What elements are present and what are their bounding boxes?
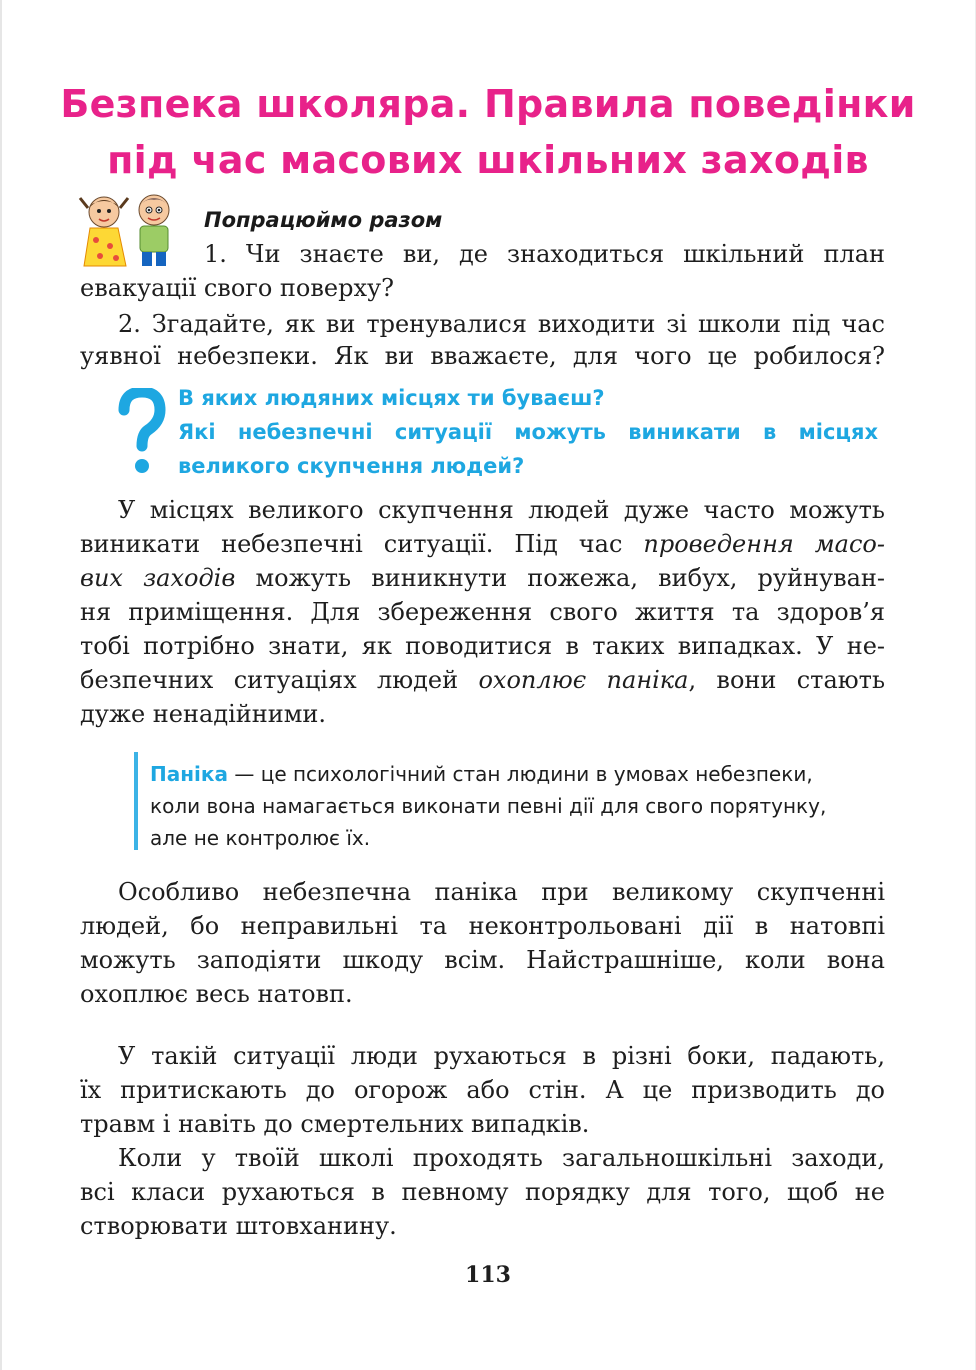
paragraph-3-line-2: їх притискають до огорож або стін. А це призводить до [80, 1076, 885, 1104]
definition-term: Паніка [150, 762, 228, 786]
paragraph-3-line-1: У такій ситуації люди рухаються в різні боки, падають, [118, 1042, 885, 1070]
question-2-line-1: 2. Згадайте, як ви тренувалися виходити зі школи під час [118, 310, 885, 338]
paragraph-4-line-2: всі класи рухаються в певному порядку для того, щоб не [80, 1178, 885, 1206]
page-title [40, 76, 936, 188]
question-1-line-2: евакуації свого поверху? [80, 274, 394, 302]
kids-illustration-icon [76, 188, 186, 268]
paragraph-1-line-1: У місцях великого скупчення людей дуже часто можуть [118, 496, 885, 524]
paragraph-1-line-2: виникати небезпечні ситуації. Під час проведення масо- [80, 530, 885, 558]
title-line-2: під час масових шкільних заходів [107, 138, 869, 182]
definition-line-2: коли вона намагається виконати певні дії для свого порятунку, [150, 794, 827, 818]
paragraph-1-line-7: дуже ненадійними. [80, 700, 327, 728]
title-line-1: Безпека школяра. Правила поведінки [60, 82, 916, 126]
paragraph-1-line-6: безпечних ситуаціях людей охоплює паніка, вони стають [80, 666, 886, 694]
paragraph-2-line-3: можуть заподіяти шкоду всім. Найстрашніше, коли вона [80, 946, 885, 974]
paragraph-2-line-4: охоплює весь натовп. [80, 980, 353, 1008]
question-block-line-3: великого скупчення людей? [178, 454, 525, 478]
question-block-line-1: В яких людяних місцях ти буваєш? [178, 386, 605, 410]
paragraph-2-line-1: Особливо небезпечна паніка при великому скупченні [118, 878, 885, 906]
definition-line-1: Паніка — це психологічний стан людини в умовах небезпеки, [150, 762, 813, 786]
paragraph-3-line-3: травм і навіть до смертельних випадків. [80, 1110, 590, 1138]
question-block-line-2: Які небезпечні ситуації можуть виникати в місцях [178, 420, 878, 444]
paragraph-1-line-3: вих заходів можуть виникнути пожежа, вибух, руйнуван- [80, 564, 886, 592]
definition-bar [134, 752, 138, 850]
work-together-heading: Попрацюймо разом [204, 208, 443, 232]
paragraph-1-line-5: тобі потрібно знати, як поводитися в таких випадках. У не- [80, 632, 885, 660]
question-mark-icon [116, 388, 166, 476]
definition-line-3: але не контролює їх. [150, 826, 371, 850]
paragraph-4-line-1: Коли у твоїй школі проходять загальношкільні заходи, [118, 1144, 885, 1172]
question-2-line-2: уявної небезпеки. Як ви вважаєте, для чого це робилося? [80, 342, 885, 370]
paragraph-1-line-4: ня приміщення. Для збереження свого життя та здоров’я [80, 598, 885, 626]
page-number: 113 [465, 1262, 511, 1288]
paragraph-4-line-3: створювати штовханину. [80, 1212, 397, 1240]
paragraph-2-line-2: людей, бо неправильні та неконтрольовані дії в натовпі [80, 912, 885, 940]
question-1-line-1: 1. Чи знаєте ви, де знаходиться шкільний план [204, 240, 885, 268]
